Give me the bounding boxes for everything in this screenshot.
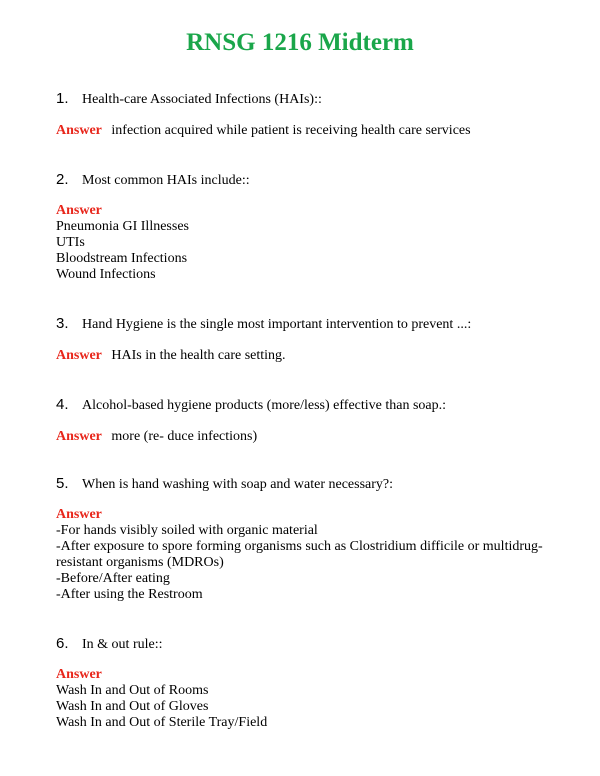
answer-label: Answer <box>56 507 102 522</box>
answer <box>56 203 556 283</box>
answer-text: more (re- duce infections) <box>111 429 258 444</box>
question-text: In & out rule:: <box>82 637 163 652</box>
answer-label: Answer <box>56 667 102 682</box>
question-text: When is hand washing with soap and water necessary?: <box>82 477 394 492</box>
question-2 <box>56 169 556 283</box>
question-6 <box>56 633 556 731</box>
question-5 <box>56 473 556 603</box>
question-3 <box>56 313 556 365</box>
answer <box>56 347 556 365</box>
answer-line: Wound Infections <box>56 267 156 282</box>
answer-line: Wash In and Out of Sterile Tray/Field <box>56 715 268 730</box>
question-number: 5. <box>56 475 69 492</box>
document-title: RNSG 1216 Midterm <box>186 29 414 56</box>
answer <box>56 428 556 446</box>
answer-line: UTIs <box>56 235 85 250</box>
answer-line: -After using the Restroom <box>56 587 203 602</box>
answer-text: HAIs in the health care setting. <box>111 348 286 363</box>
question-text: Most common HAIs include:: <box>82 173 250 188</box>
answer-line: -Before/After eating <box>56 571 170 586</box>
question-number: 1. <box>56 90 69 107</box>
answer-line: Wash In and Out of Gloves <box>56 699 209 714</box>
question-number: 6. <box>56 635 69 652</box>
question-4 <box>56 394 556 446</box>
question-number: 3. <box>56 315 69 332</box>
answer-line: Wash In and Out of Rooms <box>56 683 209 698</box>
answer <box>56 122 556 140</box>
answer-label: Answer <box>56 429 102 444</box>
answer-label: Answer <box>56 123 102 138</box>
question-number: 2. <box>56 171 69 188</box>
question-number: 4. <box>56 396 69 413</box>
answer-line: -After exposure to spore forming organisms such as Clostridium difficile or multidrug- <box>56 539 543 554</box>
answer <box>56 507 556 603</box>
question-text: Alcohol-based hygiene products (more/less) effective than soap.: <box>82 398 447 413</box>
answer-label: Answer <box>56 348 102 363</box>
answer <box>56 667 556 731</box>
answer-line: Pneumonia GI Illnesses <box>56 219 189 234</box>
answer-line: -For hands visibly soiled with organic material <box>56 523 318 538</box>
question-text: Hand Hygiene is the single most important intervention to prevent ...: <box>82 317 472 332</box>
answer-line: Bloodstream Infections <box>56 251 188 266</box>
question-1 <box>56 88 556 140</box>
answer-text: infection acquired while patient is receiving health care services <box>111 123 471 138</box>
answer-line: resistant organisms (MDROs) <box>56 555 224 570</box>
answer-label: Answer <box>56 203 102 218</box>
question-text: Health-care Associated Infections (HAIs):: <box>82 92 322 107</box>
